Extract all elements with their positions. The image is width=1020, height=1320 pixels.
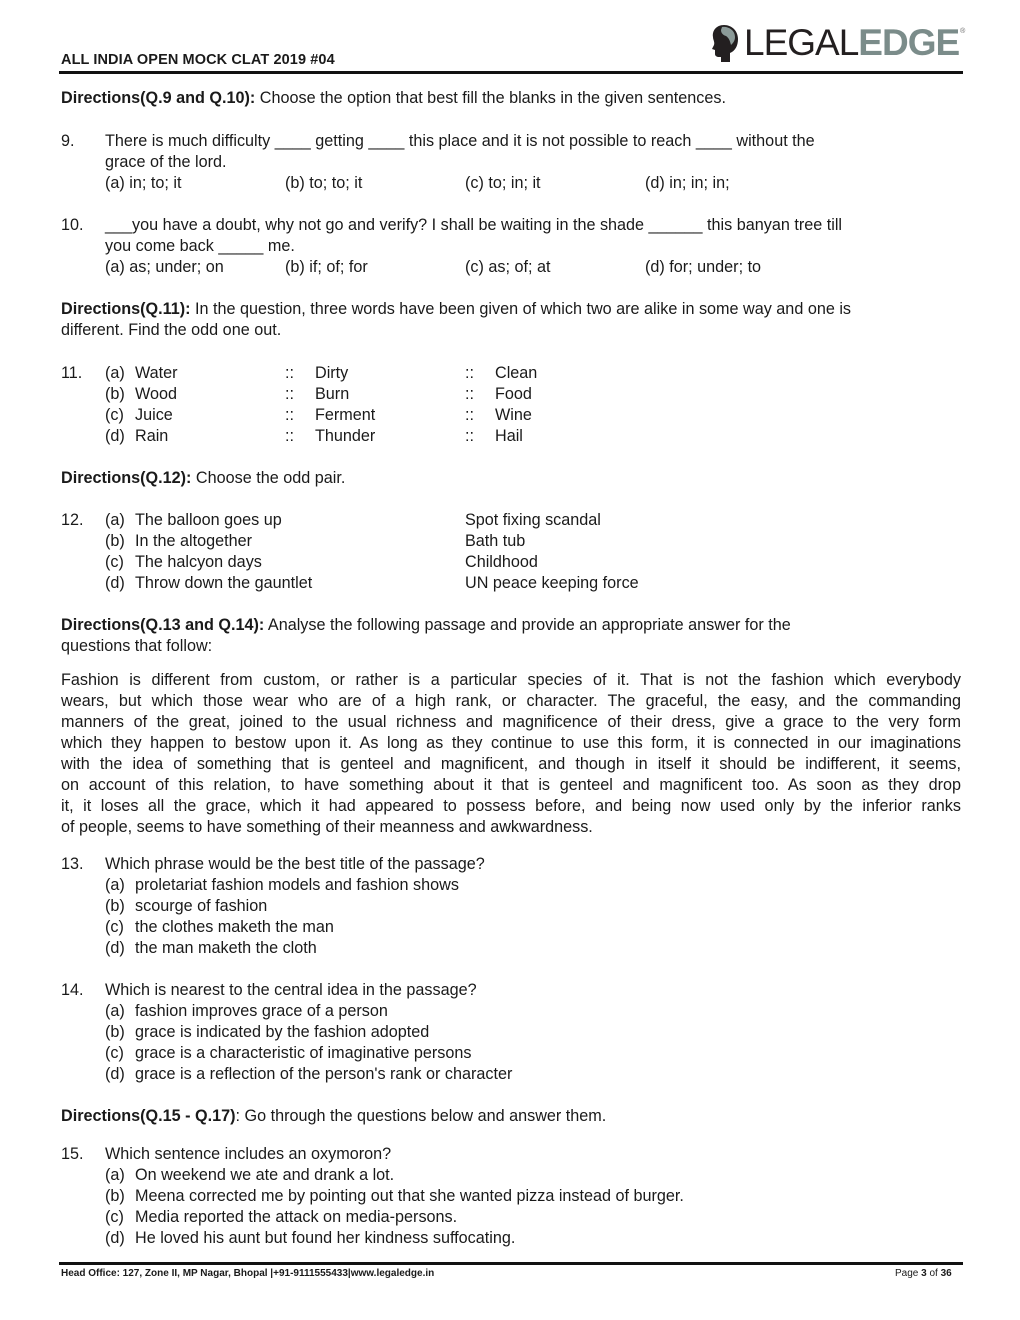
option-d: grace is a reflection of the person's rank or character <box>135 1065 513 1083</box>
option-d: (d) in; in; in; <box>645 174 730 192</box>
option-d: He loved his aunt but found her kindness suffocating. <box>135 1229 516 1247</box>
option-b: (b) to; to; it <box>285 174 363 192</box>
option-c: grace is a characteristic of imaginative persons <box>135 1044 472 1062</box>
option-a: On weekend we ate and drank a lot. <box>135 1166 395 1184</box>
question-number: 13. <box>61 855 84 873</box>
legaledge-logo <box>710 22 965 64</box>
exam-page: ALL INDIA OPEN MOCK CLAT 2019 #04 LEGALEDGE ® Directions(Q.9 and Q.10): Choose the option that best fill the blanks in the given sentences. 9. There is much difficulty ____ getting ____ this place and it is not possible to reach ____ without the grace of the lord. (a) in; to; it (b) to; to; it (c) to; in; it (d) in; in; in; 10. ___you have a doubt, why not go and verify? I shall be waiting in the shade ______ this banyan tree till you come back _____ me. (a) as; under; on (b) if; of; for (c) as; of; at (d) for; under; to Directions(Q.11): In the question, three words have been given of which two are alike in some way and one is different. Find the odd one out. 11. (a) Water :: Dirty :: Clean (b) Wood :: Burn :: Food (c) Juice :: Ferment :: Wine (d) Rain :: Thunder :: Hail Directions(Q.12): Choose the odd pair. 12. (a) The balloon goes up Spot fixing scandal (b) In the altogether Bath tub (c) The halcyon days Childhood (d) Throw down the gauntlet UN peace keeping force Directions(Q.13 and Q.14): Analyse the following passage and provide an appropriate answer for the questions that follow: Fashion is different from custom, or rather is a particular species of it. That is not the fashion which everybody wears, but which those wear who are of a high rank, or character. The graceful, the easy, and the commanding manners of the great, joined to the usual richness and magnificence of their dress, give a grace to the very form which they happen to bestow upon it. As long as they continue to use this form, it is connected in our imaginations with the idea of something that is genteel and magnificent, and though in itself it should be indifferent, it seems, on account of this relation, to have something about it that is genteel and magnificent too. As soon as they drop it, it loses all the grace, which it had appeared to possess before, and being now used only by the inferior ranks of people, seems to have something of their meanness and awkwardness. 13. Which phrase would be the best title of the passage? (a) proletariat fashion models and fashion shows (b) scourge of fashion (c) the clothes maketh the man (d) the man maketh the cloth 14. Which is nearest to the central idea in the passage? (a) fashion improves grace of a person (b) grace is indicated by the fashion adopted (c) grace is a characteristic of imaginative persons (d) grace is a reflection of the person's rank or character Directions(Q.15 - Q.17): Go through the questions below and answer them. 15. Which sentence includes an oxymoron? (a) On weekend we ate and drank a lot. (b) Meena corrected me by pointing out that she wanted pizza instead of burger. (c) Media reported the attack on media-persons. (d) He loved his aunt but found her kindness suffocating. Head Office: 127, Zone II, MP Nagar, Bhopal |+91-9111555433|www.legaledge.in Page 3 of 36 <box>61 22 966 1279</box>
option-c: Media reported the attack on media-persons. <box>135 1208 458 1226</box>
option-a: (a) as; under; on <box>105 258 224 276</box>
reading-passage: Fashion is different from custom, or rather is a particular species of it. That is not the fashion which everybody wears, but which those wear who are of a high rank, or character. The graceful, the easy, and the commanding manners of the great, joined to the usual richness and magnificence of their dress, give a grace to the very form which they happen to bestow upon it. As long as they continue to use this form, it is connected in our imaginations with the idea of something that is genteel and magnificent, and though in itself it should be indifferent, it seems, on account of this relation, to have something about it that is genteel and magnificent too. As soon as they drop it, it loses all the grace, which it had appeared to possess before, and being now used only by the inferior ranks of people, seems to have something of their meanness and awkwardness. <box>61 671 961 836</box>
page-number: Page 3 of 36 <box>895 1268 952 1279</box>
option-b: Meena corrected me by pointing out that she wanted pizza instead of burger. <box>135 1187 684 1205</box>
directions-q13-q14-cont: questions that follow: <box>61 637 213 655</box>
question-text: Which is nearest to the central idea in the passage? <box>105 981 477 999</box>
directions-q13-q14: Directions(Q.13 and Q.14): Analyse the following passage and provide an appropriate answer for the <box>61 616 791 634</box>
directions-q11-cont: different. Find the odd one out. <box>61 321 282 339</box>
registered-mark: ® <box>960 28 966 35</box>
head-silhouette-icon <box>710 23 740 63</box>
directions-q11: Directions(Q.11): In the question, three words have been given of which two are alike in some way and one is <box>61 300 852 318</box>
exam-title: ALL INDIA OPEN MOCK CLAT 2019 #04 <box>61 52 335 68</box>
option-c: (c) as; of; at <box>465 258 551 276</box>
logo-wordmark: LEGALEDGE <box>744 22 960 63</box>
option-a: proletariat fashion models and fashion shows <box>135 876 459 894</box>
question-number: 12. <box>61 511 84 529</box>
question-text: Which phrase would be the best title of the passage? <box>105 855 485 873</box>
question-number: 10. <box>61 216 84 234</box>
question-text: There is much difficulty ____ getting ____ this place and it is not possible to reach ____ without the <box>105 132 815 150</box>
option-a: (a) in; to; it <box>105 174 182 192</box>
question-number: 15. <box>61 1145 84 1163</box>
option-c: the clothes maketh the man <box>135 918 334 936</box>
header-divider <box>59 71 963 74</box>
option-d: (d) for; under; to <box>645 258 762 276</box>
option-b: scourge of fashion <box>135 897 268 915</box>
option-b: (b) if; of; for <box>285 258 368 276</box>
directions-q12: Directions(Q.12): Choose the odd pair. <box>61 469 346 487</box>
question-number: 9. <box>61 132 75 150</box>
option-d: the man maketh the cloth <box>135 939 317 957</box>
option-c: (c) to; in; it <box>465 174 541 192</box>
directions-q9-q10: Directions(Q.9 and Q.10): Choose the option that best fill the blanks in the given sentences. <box>61 89 726 107</box>
question-text: ___you have a doubt, why not go and verify? I shall be waiting in the shade ______ this banyan tree till <box>105 216 843 234</box>
question-number: 14. <box>61 981 84 999</box>
directions-q15-q17: Directions(Q.15 - Q.17): Go through the questions below and answer them. <box>61 1107 607 1125</box>
question-number: 11. <box>61 364 83 382</box>
question-text: Which sentence includes an oxymoron? <box>105 1145 392 1163</box>
footer-address: Head Office: 127, Zone II, MP Nagar, Bhopal |+91-9111555433|www.legaledge.in <box>61 1268 435 1279</box>
question-text: you come back _____ me. <box>105 237 295 255</box>
question-text: grace of the lord. <box>105 153 227 171</box>
footer-divider <box>59 1262 963 1265</box>
option-b: grace is indicated by the fashion adopted <box>135 1023 430 1041</box>
option-a: fashion improves grace of a person <box>135 1002 388 1020</box>
